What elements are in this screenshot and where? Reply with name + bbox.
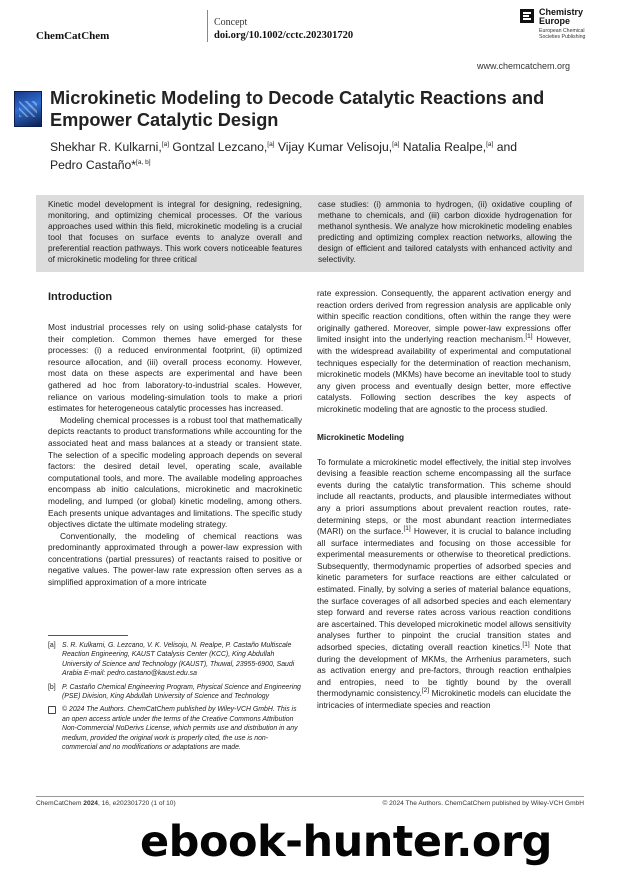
section-heading-microkinetic-modeling: Microkinetic Modeling (317, 431, 405, 442)
footer-year: 2024 (83, 800, 98, 807)
text-run: Microkinetic models can elucidate the intricacies of intermediate species and reaction (317, 688, 571, 710)
logo-line-4: Societies Publishing (539, 34, 586, 40)
body-paragraph (317, 288, 571, 416)
citation-ref[interactable]: [1] (403, 525, 411, 533)
body-paragraph: Conventionally, the modeling of chemical reactions was predominantly approximated through a power-law expression with concentrations (partial pressures) of reactants raised to positive or negative values. The power-law rate expression often serves as a simplified approximation of a more intricate (48, 530, 302, 588)
author-name[interactable]: Pedro Castaño* (50, 158, 137, 172)
author-name[interactable]: Vijay Kumar Velisoju, (277, 140, 393, 154)
author-affiliation: [a, b] (136, 158, 151, 166)
header-divider (207, 10, 208, 42)
footnote-a (48, 641, 302, 679)
text-run: To formulate a microkinetic model effectively, the initial step involves devising a feasible reaction scheme encompassing all the surface events during the catalytic transformation. This scheme should include all reactants, products, and plausible intermediates without any a priori assumptions about prevalent reaction routes, rate-determining steps, or the most abundant reaction intermediates (MARI) on the surface. (317, 456, 571, 537)
author-affiliation: [a] (392, 140, 400, 148)
citation-ref[interactable]: [2] (421, 687, 430, 695)
footnote-tag: [b] (48, 683, 56, 691)
citation-ref[interactable]: [1] (525, 333, 533, 341)
footnotes (48, 641, 302, 756)
author-name[interactable]: Shekhar R. Kulkarni, (50, 140, 162, 154)
page-header (0, 0, 620, 52)
citation-ref[interactable]: [1] (522, 641, 530, 649)
chemistry-europe-logo[interactable] (520, 8, 610, 50)
footnote-text: P. Castaño Chemical Engineering Program, Physical Science and Engineering (PSE) Division, King Abdullah University of Science and Technology (62, 683, 301, 701)
journal-name: ChemCatChem (36, 30, 110, 42)
doi-link[interactable]: doi.org/10.1002/cctc.202301720 (214, 30, 354, 41)
author-conjunction: and (496, 140, 518, 154)
section-heading-introduction: Introduction (48, 291, 113, 303)
author-name[interactable]: Natalia Realpe, (402, 140, 487, 154)
footer-journal: ChemCatChem (36, 800, 84, 807)
journal-website-link[interactable]: www.chemcatchem.org (476, 61, 570, 71)
body-paragraph: Modeling chemical processes is a robust tool that mathematically depicts reactants to product transformations while accounting for the associated heat and mass balances at a steady or transient state. The selection of a specific modeling approach depends on several factors: the desired detail level, operating scale, available computational tools, and more. The available modeling approaches encompass ab initio calculations, microkinetic and macrokinetic modeling, and lumped (or global) kinetic modeling, among others. Each presents unique advantages and limitations. The specific study objectives dictate the ultimate modeling strategy. (48, 414, 302, 530)
footnote-text: S. R. Kulkarni, G. Lezcano, V. K. Velisoju, N. Realpe, P. Castaño Multiscale Reaction Engineering, KAUST Catalysis Center (KCC), King Abdullah University of Science and Technology (KAUST), Thuwal, 23955-6900, Saudi Arabia E-mail: pedro.castano@kaust.edu.sa (62, 642, 295, 678)
author-affiliation: [a] (267, 140, 275, 148)
text-run: However, with the widespread availability of experimental and computational techniques especially for the determination of reaction mechanism, microkinetic models (MKMs) have become an inevitable tool to study any given process and eventually design better, more effective catalysts. Following section describes the key aspects of microkinetic modeling that are agnostic to the process studied. (317, 334, 571, 414)
cover-thumbnail-image (14, 91, 42, 127)
logo-line-2: Europe (539, 16, 571, 26)
footnote-tag: [a] (48, 642, 56, 649)
body-paragraph (317, 457, 571, 712)
author-affiliation: [a] (486, 140, 494, 148)
abstract-right-column: case studies: (i) ammonia to hydrogen, (ii) oxidative coupling of methane to chemicals, and (iii) carbon dioxide hydrogenation for methanol synthesis. We analyze how microkinetic modeling enables predicting and optimizing complex reaction networks, allowing the design of efficient and tailored catalysts with enhanced activity and selectivity. (318, 199, 572, 265)
footnote-rule (48, 635, 128, 636)
abstract-left-column: Kinetic model development is integral for designing, redesigning, monitoring, and optimizing chemical processes. Of the various approaches used within this field, microkinetic modeling is a crucial tool that focuses on surface events to analyze overall and preferential reaction pathways. This work covers noticeable features of microkinetic modeling for three critical (48, 199, 302, 265)
creative-commons-icon[interactable] (48, 706, 56, 714)
article-type: Concept (214, 17, 248, 28)
abstract-box (36, 195, 584, 272)
author-list (50, 138, 590, 174)
text-run: However, it is crucial to balance including all surface intermediates and focusing on those accessible for experimental measurements or otherwise to theoretical predictions. Subsequently, thermodynamic properties of adsorbed species and kinetic parameters for surface reactions are either calculated or estimated. Finally, by solving a series of material balance equations, the surface coverages of all adsorbed species and each elementary step forward and reverse rates across various reaction conditions are ascertained. This developed microkinetic model allows sensitivity analyses further to pinpoint the crucial transition states and adsorbed species, dictating overall reaction kinetics. (317, 526, 571, 653)
footer-volume-page: , 16, e202301720 (1 of 10) (97, 800, 176, 807)
body-left-column (48, 288, 302, 589)
body-right-column (317, 288, 571, 712)
article-title: Microkinetic Modeling to Decode Catalytic Reactions and Empower Catalytic Design (50, 88, 545, 130)
logo-line-1: Chemistry (539, 7, 584, 17)
logo-line-3: European Chemical (539, 28, 585, 34)
watermark-text: ebook-hunter.org (140, 817, 552, 867)
footer-copyright: © 2024 The Authors. ChemCatChem published by Wiley-VCH GmbH (382, 800, 584, 807)
footer-citation (36, 800, 176, 807)
author-affiliation: [a] (161, 140, 170, 148)
footnote-license (48, 705, 302, 752)
author-name[interactable]: Gontzal Lezcano, (172, 140, 268, 154)
footer-rule (36, 796, 584, 797)
footnote-b (48, 683, 302, 702)
chemistry-europe-logo-icon (520, 9, 534, 23)
body-paragraph: Most industrial processes rely on using solid-phase catalysts for their completion. Common themes have emerged for these processes: (i) a reduced environmental footprint, (ii) optimized resource allocation, and (iii) overall process economy. However, most data on these aspects are experimental and have been gathered ad hoc from laboratory-to-industrial scales. However, reliance on various modeling-simulation tools to make a priori estimates for heterogeneous catalytic processes has increased. (48, 322, 302, 414)
text-run: rate expression. Consequently, the apparent activation energy and reaction orders derived from regression analysis are applicable only within specific reaction conditions, often within the range they were originally gathered. Moreover, simple power-law expressions offer limited insight into the underlying reaction mechanism. (317, 288, 571, 345)
text-run: Note that during the development of MKMs, the Arrhenius parameters, such as activation energy and pre-factors, through reaction enthalpies and entropies, need to be tightly bound by the overall thermodynamic consistency. (317, 642, 571, 699)
license-text: © 2024 The Authors. ChemCatChem published by Wiley-VCH GmbH. This is an open access article under the terms of the Creative Commons Attribution Non-Commercial NoDerivs License, which permits use and distribution in any medium, provided the original work is properly cited, the use is non-commercial and no modifications or adaptations are made. (62, 706, 298, 752)
